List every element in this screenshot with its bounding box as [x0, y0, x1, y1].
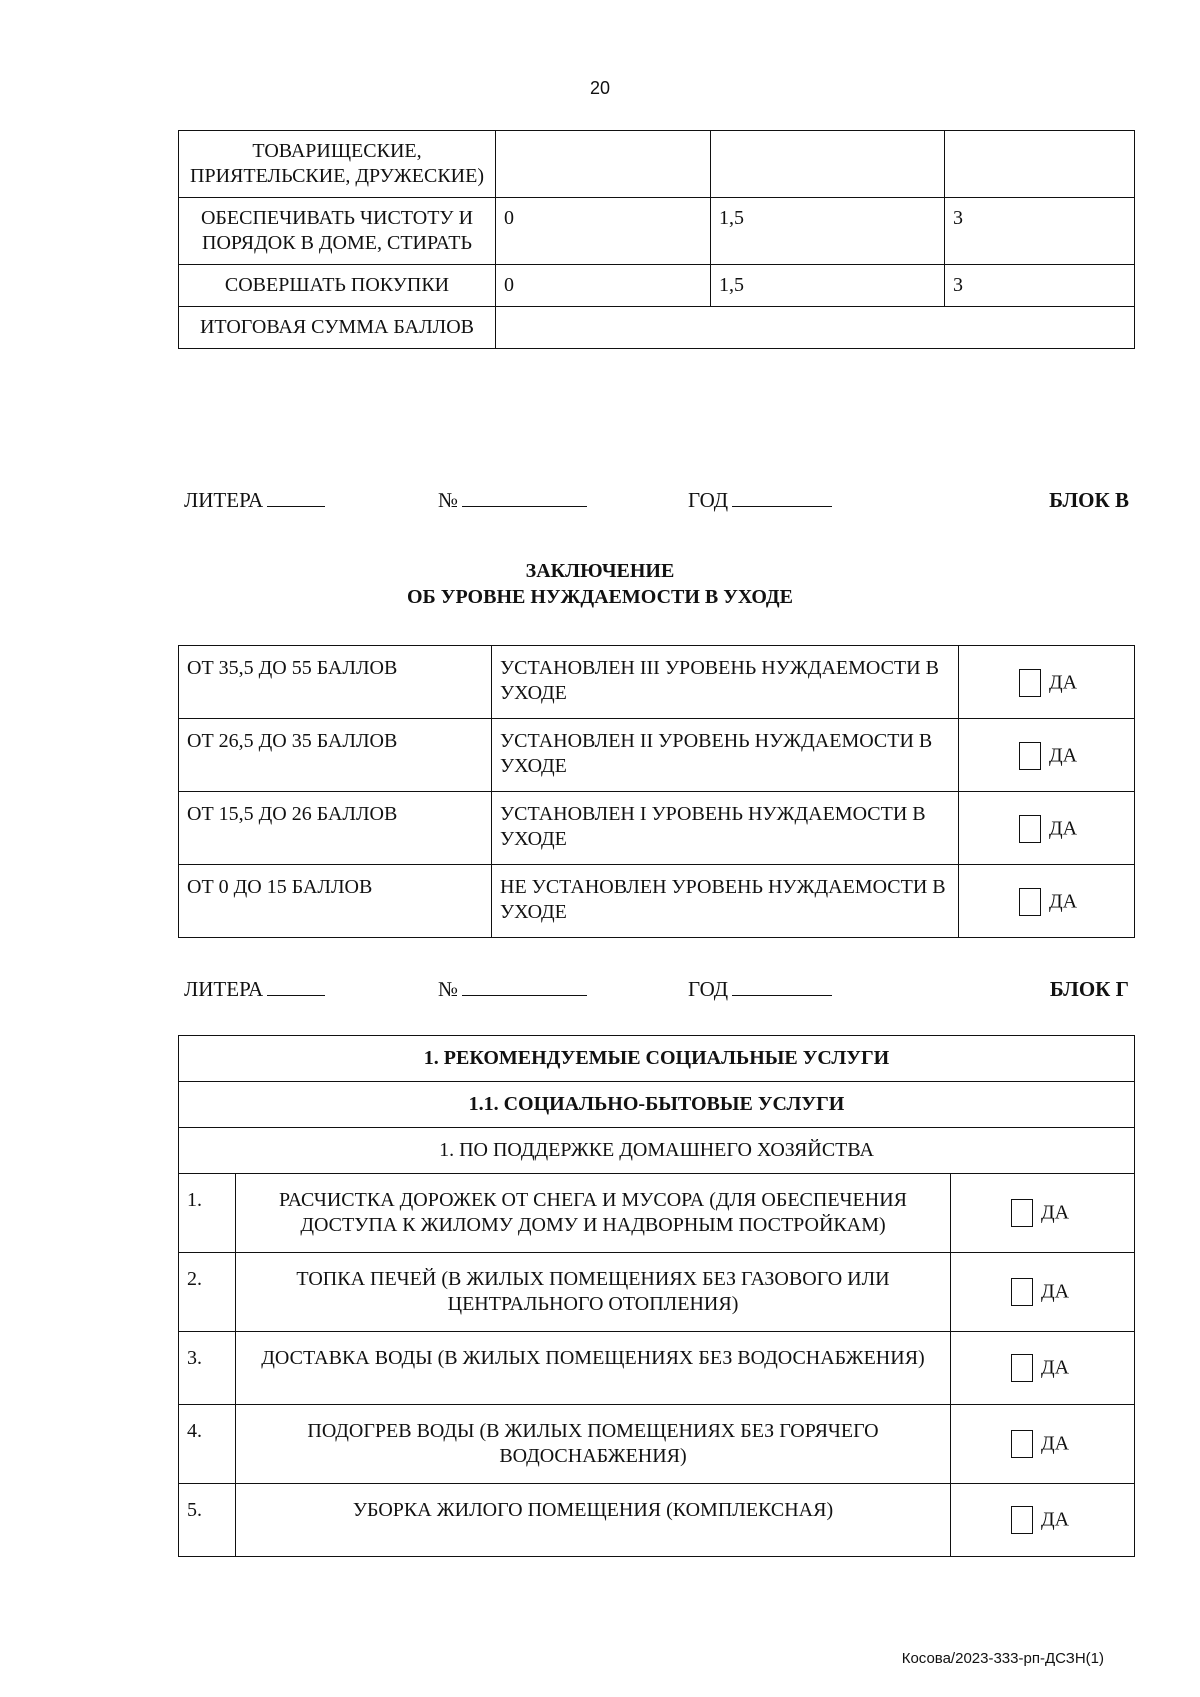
- score-cell: [711, 131, 945, 198]
- conclusion-subtitle: ОБ УРОВНЕ НУЖДАЕМОСТИ В УХОДЕ: [406, 586, 794, 608]
- checkbox-square[interactable]: [1011, 1278, 1033, 1306]
- litera-field[interactable]: [184, 488, 325, 513]
- table-row: [179, 198, 1135, 265]
- checkbox-label: ДА: [1041, 1508, 1070, 1531]
- score-cell: 1,5: [711, 265, 945, 307]
- care-level: УСТАНОВЛЕН II УРОВЕНЬ НУЖДАЕМОСТИ В УХОДЕ: [492, 719, 959, 792]
- service-text: УБОРКА ЖИЛОГО ПОМЕЩЕНИЯ (КОМПЛЕКСНАЯ): [236, 1484, 951, 1557]
- score-cell: [496, 131, 711, 198]
- yes-checkbox[interactable]: [959, 719, 1135, 792]
- conclusion-title: ЗАКЛЮЧЕНИЕ: [525, 560, 675, 582]
- score-cell: 3: [945, 265, 1135, 307]
- table-row: [179, 719, 1135, 792]
- number-field[interactable]: [438, 488, 587, 513]
- year-label: ГОД: [688, 488, 729, 512]
- number-label: №: [438, 488, 459, 512]
- score-cell: 0: [496, 198, 711, 265]
- table-row: [179, 792, 1135, 865]
- score-cell: 1,5: [711, 198, 945, 265]
- service-text: ДОСТАВКА ВОДЫ (В ЖИЛЫХ ПОМЕЩЕНИЯХ БЕЗ ВОДОСНАБЖЕНИЯ): [236, 1332, 951, 1405]
- heading-row: [179, 1128, 1135, 1174]
- row-label: ОБЕСПЕЧИВАТЬ ЧИСТОТУ И ПОРЯДОК В ДОМЕ, СТИРАТЬ: [179, 198, 496, 265]
- services-category: 1. ПО ПОДДЕРЖКЕ ДОМАШНЕГО ХОЗЯЙСТВА: [179, 1128, 1135, 1174]
- service-text: ПОДОГРЕВ ВОДЫ (В ЖИЛЫХ ПОМЕЩЕНИЯХ БЕЗ ГОРЯЧЕГО ВОДОСНАБЖЕНИЯ): [236, 1405, 951, 1484]
- yes-checkbox[interactable]: [951, 1484, 1135, 1557]
- yes-checkbox[interactable]: [951, 1174, 1135, 1253]
- score-range: ОТ 35,5 ДО 55 БАЛЛОВ: [179, 646, 492, 719]
- score-table: [178, 130, 1135, 349]
- table-row: [179, 265, 1135, 307]
- checkbox-label: ДА: [1041, 1201, 1070, 1224]
- checkbox-square[interactable]: [1019, 815, 1041, 843]
- total-row: [179, 307, 1135, 349]
- checkbox-square[interactable]: [1019, 888, 1041, 916]
- care-level: НЕ УСТАНОВЛЕН УРОВЕНЬ НУЖДАЕМОСТИ В УХОДЕ: [492, 865, 959, 938]
- score-cell: 0: [496, 265, 711, 307]
- score-cell: [945, 131, 1135, 198]
- total-value-cell[interactable]: [496, 307, 1135, 349]
- yes-checkbox[interactable]: [959, 792, 1135, 865]
- services-table: [178, 1035, 1135, 1557]
- litera-label: ЛИТЕРА: [184, 977, 264, 1001]
- checkbox-label: ДА: [1049, 744, 1078, 767]
- yes-checkbox[interactable]: [951, 1405, 1135, 1484]
- table-row: [179, 131, 1135, 198]
- services-heading: 1. РЕКОМЕНДУЕМЫЕ СОЦИАЛЬНЫЕ УСЛУГИ: [179, 1036, 1135, 1082]
- care-level: УСТАНОВЛЕН III УРОВЕНЬ НУЖДАЕМОСТИ В УХОДЕ: [492, 646, 959, 719]
- yes-checkbox[interactable]: [959, 865, 1135, 938]
- service-number: 2.: [179, 1253, 236, 1332]
- number-label: №: [438, 977, 459, 1001]
- checkbox-square[interactable]: [1019, 669, 1041, 697]
- litera-blank[interactable]: [267, 977, 325, 996]
- checkbox-label: ДА: [1041, 1356, 1070, 1379]
- care-level: УСТАНОВЛЕН I УРОВЕНЬ НУЖДАЕМОСТИ В УХОДЕ: [492, 792, 959, 865]
- checkbox-label: ДА: [1049, 817, 1078, 840]
- number-blank[interactable]: [462, 977, 587, 996]
- checkbox-square[interactable]: [1019, 742, 1041, 770]
- table-row: [179, 1253, 1135, 1332]
- checkbox-square[interactable]: [1011, 1354, 1033, 1382]
- table-row: [179, 1405, 1135, 1484]
- checkbox-square[interactable]: [1011, 1506, 1033, 1534]
- block-label: БЛОК Г: [1049, 977, 1129, 1001]
- score-range: ОТ 26,5 ДО 35 БАЛЛОВ: [179, 719, 492, 792]
- yes-checkbox[interactable]: [951, 1253, 1135, 1332]
- litera-label: ЛИТЕРА: [184, 488, 264, 512]
- year-field[interactable]: [688, 977, 832, 1002]
- service-number: 4.: [179, 1405, 236, 1484]
- year-blank[interactable]: [732, 977, 832, 996]
- checkbox-label: ДА: [1041, 1432, 1070, 1455]
- score-cell: 3: [945, 198, 1135, 265]
- year-label: ГОД: [688, 977, 729, 1001]
- document-reference: Косова/2023-333-рп-ДСЗН(1): [901, 1650, 1104, 1667]
- table-row: [179, 1332, 1135, 1405]
- litera-blank[interactable]: [267, 488, 325, 507]
- page-number: 20: [589, 78, 611, 98]
- year-blank[interactable]: [732, 488, 832, 507]
- yes-checkbox[interactable]: [951, 1332, 1135, 1405]
- number-field[interactable]: [438, 977, 587, 1002]
- row-label: СОВЕРШАТЬ ПОКУПКИ: [179, 265, 496, 307]
- service-text: ТОПКА ПЕЧЕЙ (В ЖИЛЫХ ПОМЕЩЕНИЯХ БЕЗ ГАЗОВОГО ИЛИ ЦЕНТРАЛЬНОГО ОТОПЛЕНИЯ): [236, 1253, 951, 1332]
- checkbox-square[interactable]: [1011, 1199, 1033, 1227]
- score-range: ОТ 0 ДО 15 БАЛЛОВ: [179, 865, 492, 938]
- yes-checkbox[interactable]: [959, 646, 1135, 719]
- total-label: ИТОГОВАЯ СУММА БАЛЛОВ: [179, 307, 496, 349]
- row-label: ТОВАРИЩЕСКИЕ, ПРИЯТЕЛЬСКИЕ, ДРУЖЕСКИЕ): [179, 131, 496, 198]
- checkbox-label: ДА: [1041, 1280, 1070, 1303]
- year-field[interactable]: [688, 488, 832, 513]
- checkbox-square[interactable]: [1011, 1430, 1033, 1458]
- conclusion-table: [178, 645, 1135, 938]
- litera-field[interactable]: [184, 977, 325, 1002]
- heading-row: [179, 1082, 1135, 1128]
- table-row: [179, 646, 1135, 719]
- table-row: [179, 865, 1135, 938]
- heading-row: [179, 1036, 1135, 1082]
- service-text: РАСЧИСТКА ДОРОЖЕК ОТ СНЕГА И МУСОРА (ДЛЯ ОБЕСПЕЧЕНИЯ ДОСТУПА К ЖИЛОМУ ДОМУ И НАДВОРНЫМ ПОСТРОЙКАМ): [236, 1174, 951, 1253]
- checkbox-label: ДА: [1049, 890, 1078, 913]
- service-number: 1.: [179, 1174, 236, 1253]
- score-range: ОТ 15,5 ДО 26 БАЛЛОВ: [179, 792, 492, 865]
- checkbox-label: ДА: [1049, 671, 1078, 694]
- services-subheading: 1.1. СОЦИАЛЬНО-БЫТОВЫЕ УСЛУГИ: [179, 1082, 1135, 1128]
- service-number: 3.: [179, 1332, 236, 1405]
- block-label: БЛОК В: [1049, 488, 1129, 512]
- service-number: 5.: [179, 1484, 236, 1557]
- number-blank[interactable]: [462, 488, 587, 507]
- table-row: [179, 1174, 1135, 1253]
- table-row: [179, 1484, 1135, 1557]
